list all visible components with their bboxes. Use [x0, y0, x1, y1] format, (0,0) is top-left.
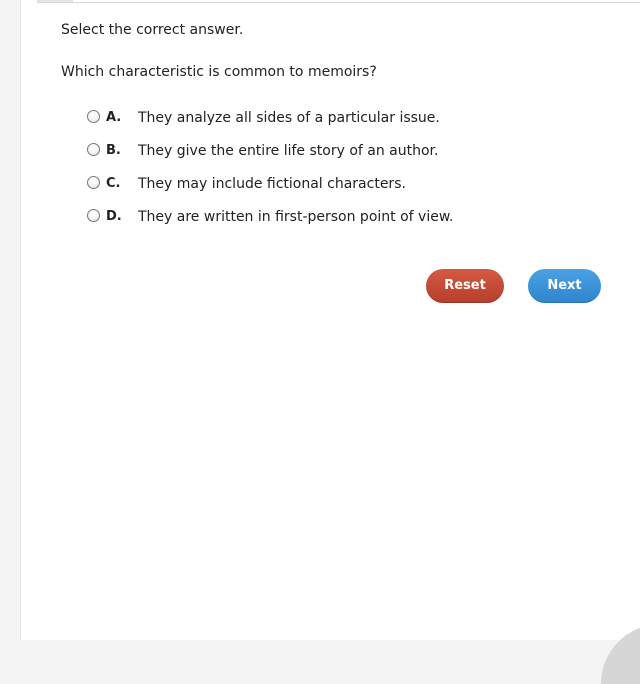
radio-button-c[interactable] — [87, 176, 100, 189]
option-letter: A. — [106, 110, 122, 125]
instruction-text: Select the correct answer. — [61, 22, 244, 38]
radio-button-a[interactable] — [87, 110, 100, 123]
question-text: Which characteristic is common to memoirs? — [61, 64, 377, 80]
next-button[interactable]: Next — [528, 269, 601, 303]
radio-button-d[interactable] — [87, 209, 100, 222]
option-d[interactable] — [85, 206, 605, 239]
question-panel — [20, 0, 640, 640]
radio-button-b[interactable] — [87, 143, 100, 156]
answer-options — [85, 107, 605, 239]
option-text[interactable]: They are written in first-person point of view. — [138, 209, 454, 225]
option-c[interactable] — [85, 173, 605, 206]
option-text[interactable]: They give the entire life story of an author. — [138, 143, 439, 159]
reset-button[interactable]: Reset — [426, 269, 504, 303]
option-letter: C. — [106, 176, 121, 191]
option-b[interactable] — [85, 140, 605, 173]
option-a[interactable] — [85, 107, 605, 140]
option-letter: B. — [106, 143, 121, 158]
option-letter: D. — [106, 209, 122, 224]
option-text[interactable]: They analyze all sides of a particular issue. — [138, 110, 440, 126]
corner-tab — [601, 624, 640, 684]
top-divider — [37, 2, 640, 3]
option-text[interactable]: They may include fictional characters. — [138, 176, 406, 192]
